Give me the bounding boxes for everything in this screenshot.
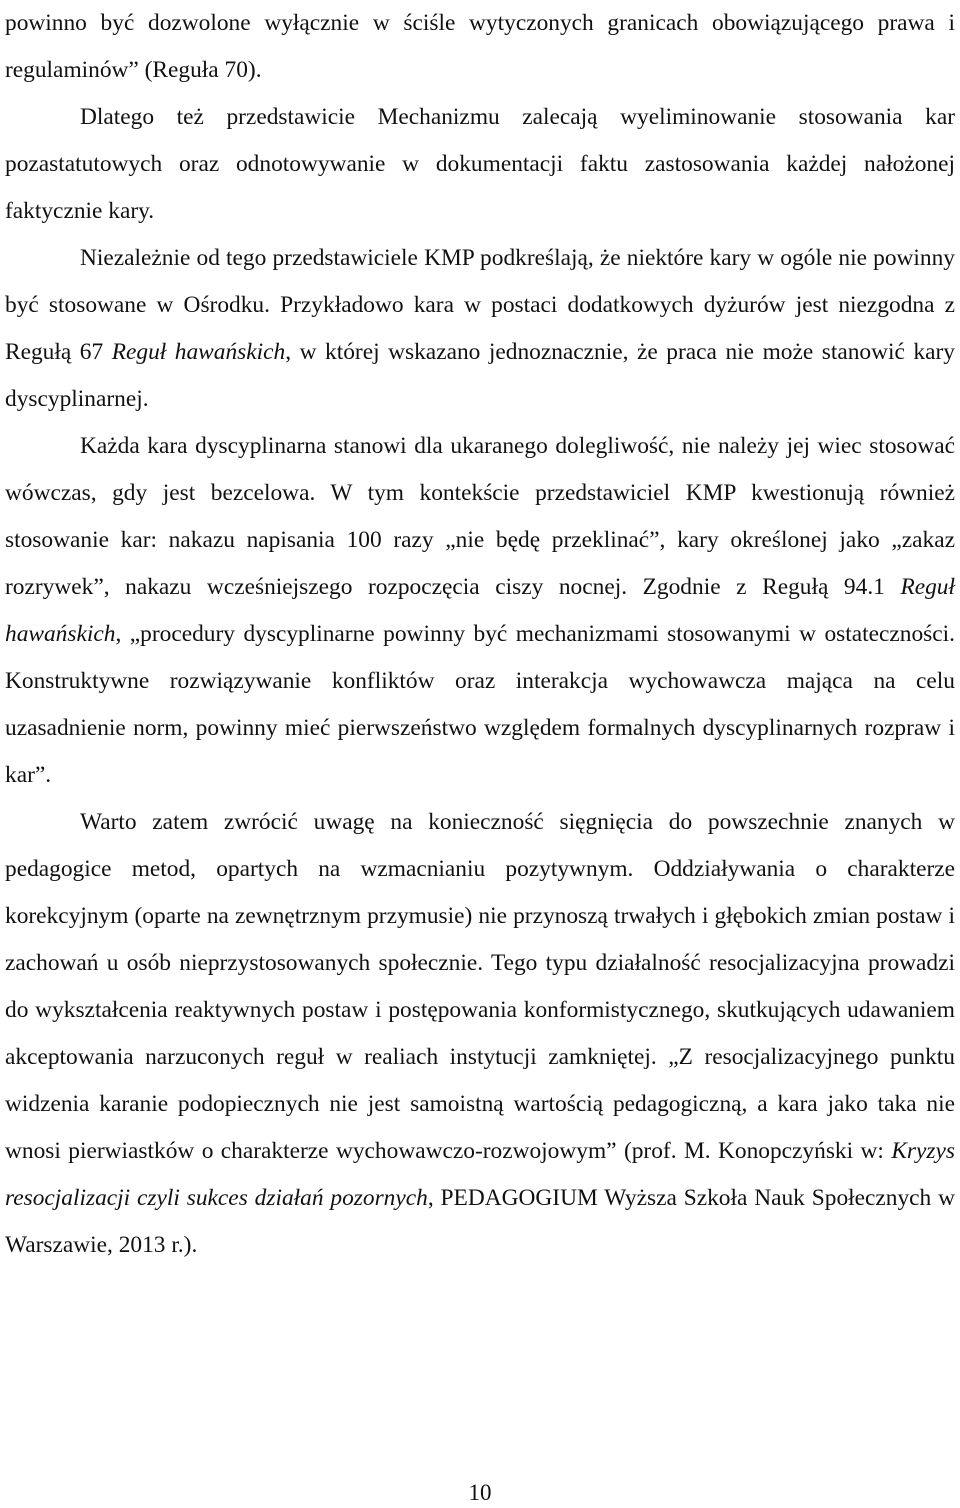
paragraph <box>5 423 955 799</box>
text-segment: , w której wskazano jednoznacznie, że praca nie może stanowić kary dyscyplinarnej. <box>5 339 955 412</box>
text-segment: Każda kara dyscyplinarna stanowi dla ukaranego dolegliwość, nie należy jej wiec stosować wówczas, gdy jest bezcelowa. W tym kontekście przedstawiciel KMP kwestionują również stosowanie kar: nakazu napisania 100 razy „nie będę przeklinać”, kary określonej jako „zakaz rozrywek”, nakazu wcześniejszego rozpoczęcia ciszy nocnej. Zgodnie z Regułą 94.1 <box>5 433 955 600</box>
page-number: 10 <box>468 1480 492 1505</box>
text-segment: Niezależnie od tego przedstawiciele KMP podkreślają, że niektóre kary w ogóle nie powinny być stosowane w Ośrodku. Przykładowo kara w postaci dodatkowych dyżurów jest niezgodna z Regułą 67 <box>5 245 955 365</box>
italic-citation: Reguł hawańskich <box>5 574 955 647</box>
text-segment: , PEDAGOGIUM Wyższa Szkoła Nauk Społecznych w Warszawie, 2013 r.). <box>5 1185 956 1258</box>
text-segment: powinno być dozwolone wyłącznie w ściśle wytyczonych granicach obowiązującego prawa i regulaminów” (Reguła 70). <box>5 10 955 83</box>
italic-citation: Reguł hawańskich <box>111 339 286 365</box>
text-segment: , „procedury dyscyplinarne powinny być mechanizmami stosowanymi w ostateczności. Konstruktywne rozwiązywanie konfliktów oraz interakcja wychowawcza mająca na celu uzasadnienie norm, powinny mieć pierwszeństwo względem formalnych dyscyplinarnych rozpraw i kar”. <box>5 621 955 788</box>
paragraph <box>5 799 955 1269</box>
paragraph <box>5 235 955 423</box>
text-segment: Dlatego też przedstawicie Mechanizmu zalecają wyeliminowanie stosowania kar pozastatutowych oraz odnotowywanie w dokumentacji faktu zastosowania każdej nałożonej faktycznie kary. <box>5 104 955 224</box>
document-body <box>5 0 955 1269</box>
italic-book-title: Kryzys resocjalizacji czyli sukces działań pozornych <box>5 1138 955 1211</box>
paragraph <box>5 94 955 235</box>
text-segment: Warto zatem zwrócić uwagę na konieczność sięgnięcia do powszechnie znanych w pedagogice metod, opartych na wzmacnianiu pozytywnym. Oddziaływania o charakterze korekcyjnym (oparte na zewnętrznym przymusie) nie przynoszą trwałych i głębokich zmian postaw i zachowań u osób nieprzystosowanych społecznie. Tego typu działalność resocjalizacyjna prowadzi do wykształcenia reaktywnych postaw i postępowania konformistycznego, skutkujących udawaniem akceptowania narzuconych reguł w realiach instytucji zamkniętej. „Z resocjalizacyjnego punktu widzenia karanie podopiecznych nie jest samoistną wartością pedagogiczną, a kara jako taka nie wnosi pierwiastków o charakterze wychowawczo-rozwojowym” (prof. M. Konopczyński w: <box>5 809 955 1164</box>
paragraph <box>5 0 955 94</box>
